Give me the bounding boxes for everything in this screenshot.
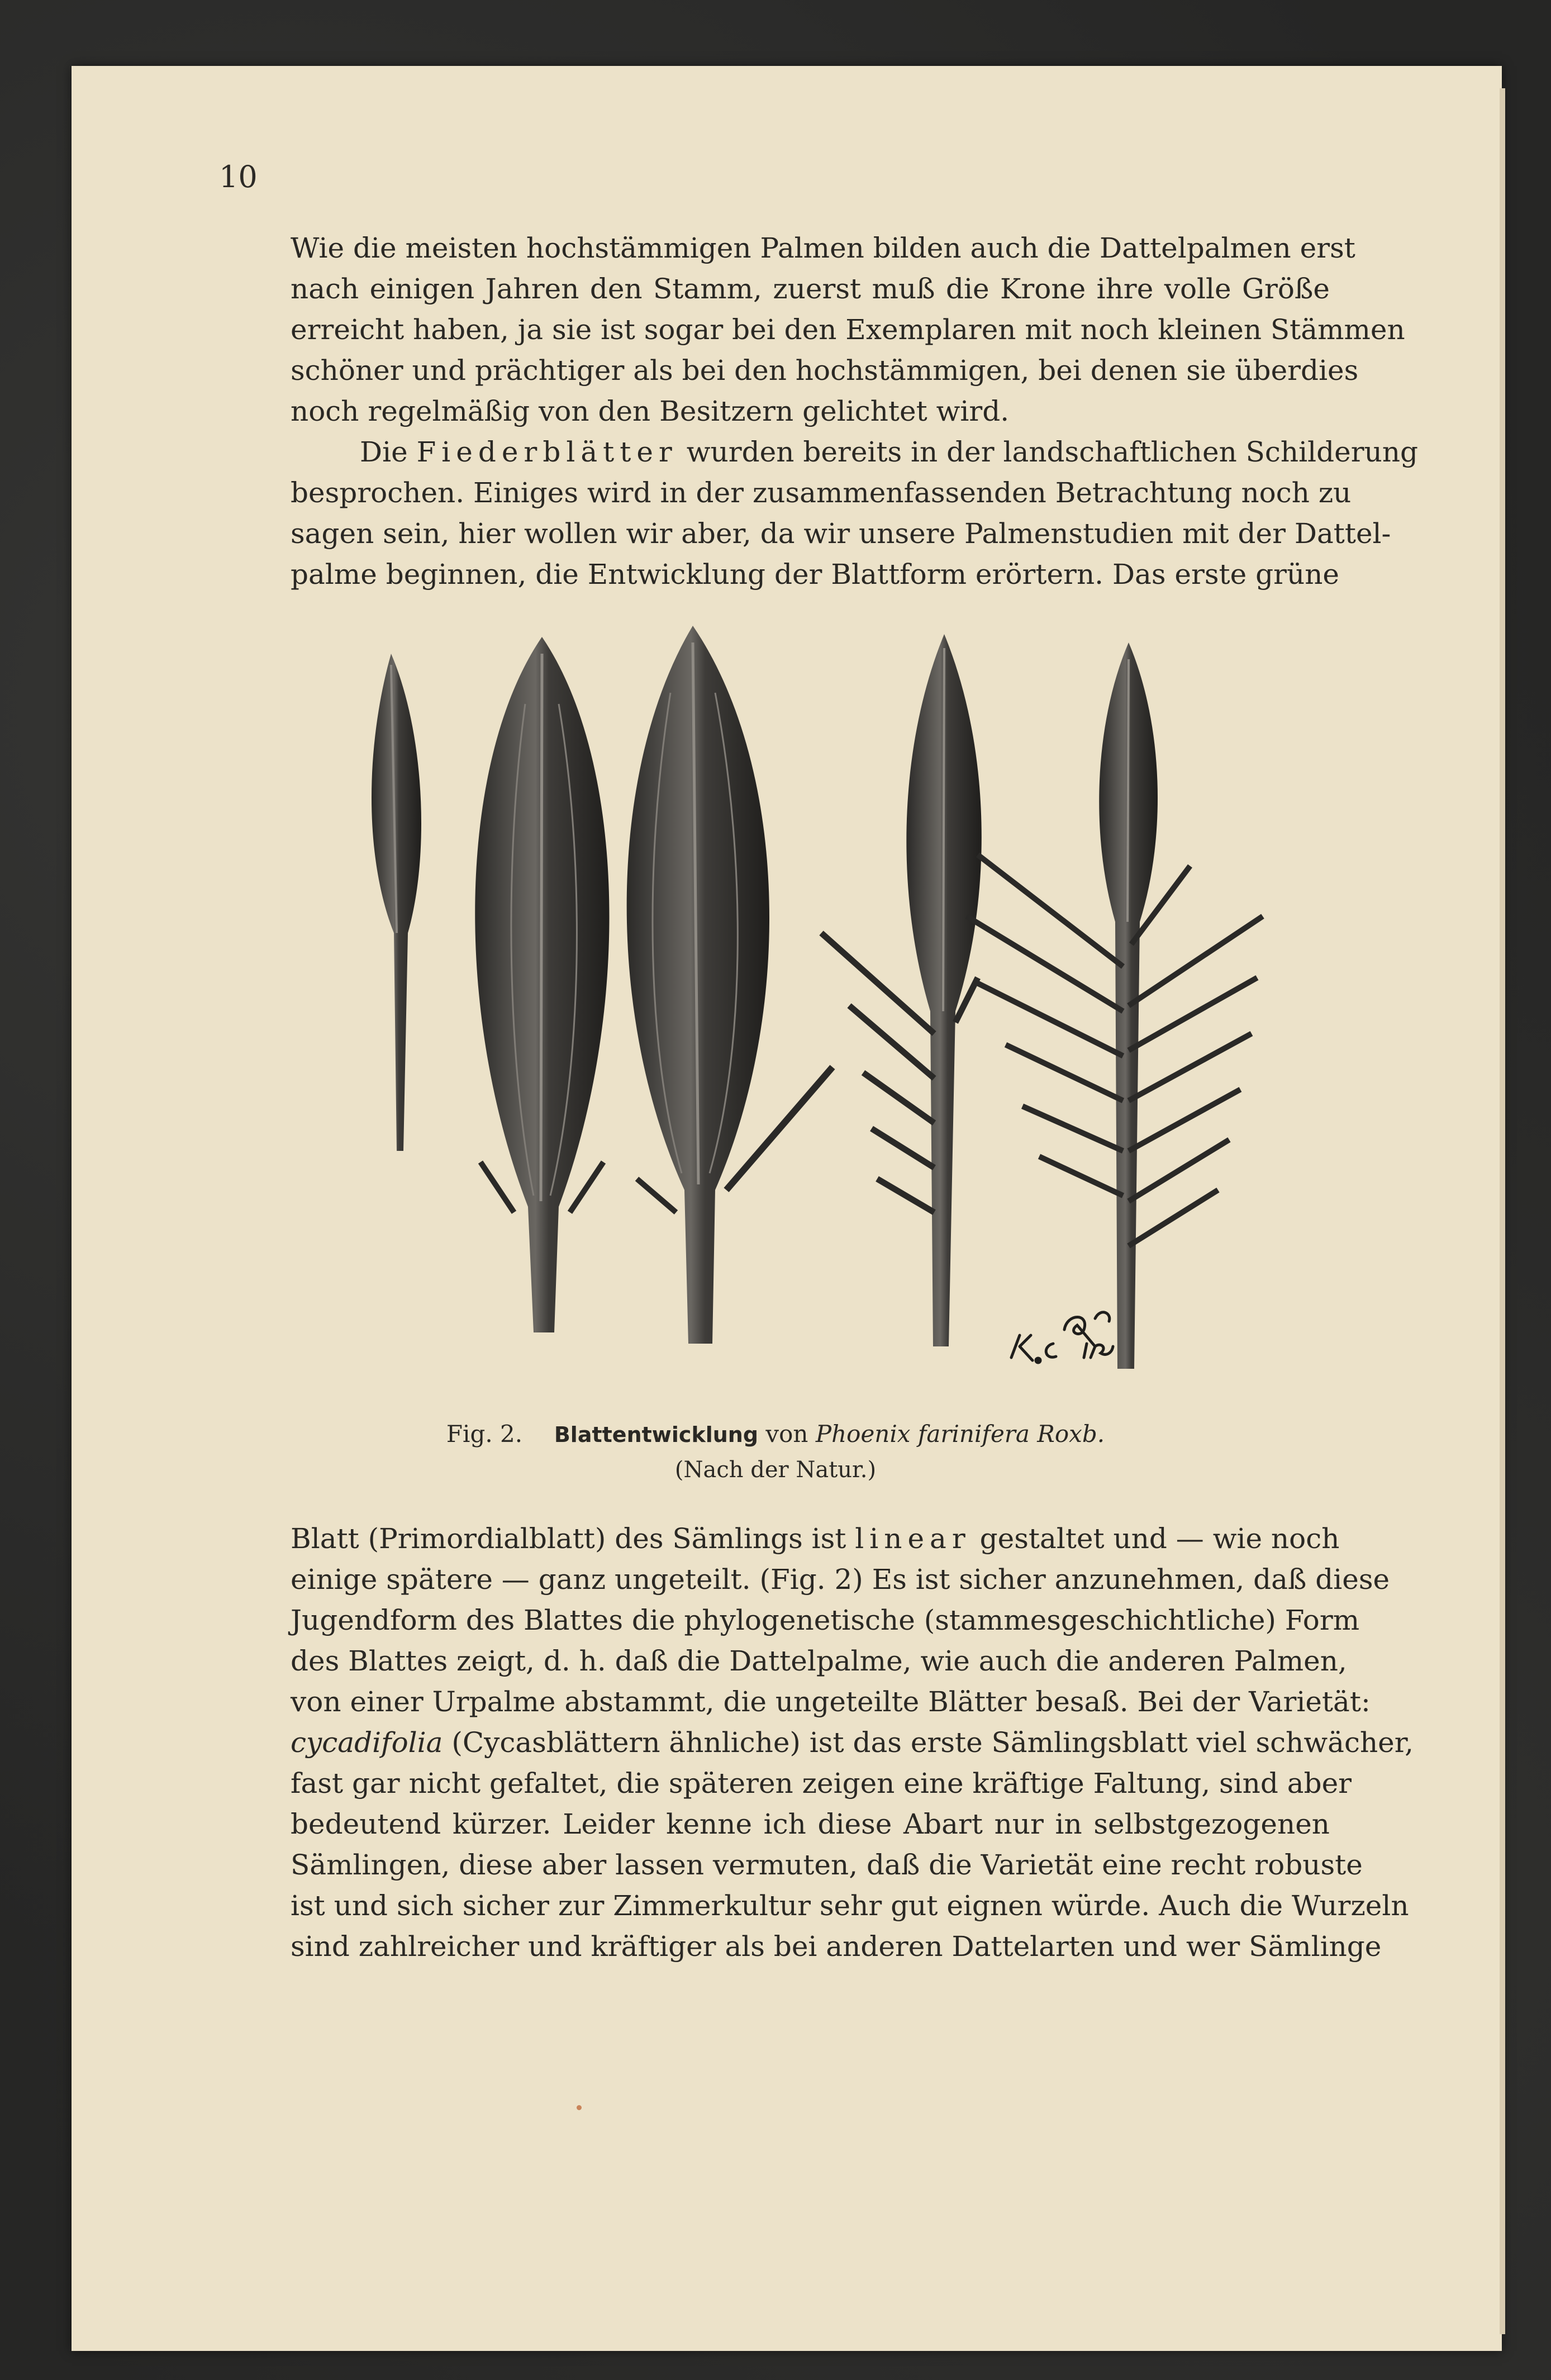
text-line: bedeutend kürzer. Leider kenne ich diese Abart nur in selbstgezogenen [291,1808,1330,1840]
leaf-4 [821,634,982,1346]
text-line: cycadifolia (Cycasblättern ähnliche) ist das erste Sämlingsblatt viel schwächer, [291,1726,1414,1759]
caption-von: von [765,1420,808,1448]
leaf-3 [627,626,832,1344]
spaced-term: linear [855,1522,971,1555]
paragraph-1 [291,228,1419,595]
text-line: Sämlingen, diese aber lassen vermuten, daß die Varietät eine recht robuste [291,1849,1363,1881]
text-line: nach einigen Jahren den Stamm, zuerst muß die Krone ihre volle Größe [291,273,1330,305]
text-line: Jugendform des Blattes die phylogenetische (stammesgeschichtliche) Form [291,1604,1360,1636]
text-line: Blatt (Primordialblatt) des Sämlings ist linear gestaltet und — wie noch [291,1522,1340,1555]
text-line: des Blattes zeigt, d. h. daß die Dattelpalme, wie auch die anderen Palmen, [291,1645,1347,1677]
page-edge [1500,88,1505,2334]
leaf-development-figure [313,620,1335,1413]
text-line: erreicht haben, ja sie ist sogar bei den Exemplaren mit noch kleinen Stämmen [291,313,1405,346]
text-line: von einer Urpalme abstammt, die ungeteilte Blätter besaß. Bei der Varietät: [291,1686,1371,1718]
text-line: Wie die meisten hochstämmigen Palmen bilden auch die Dattelpalmen erst [291,232,1355,264]
paragraph-2 [291,1519,1414,1967]
paper-speck [577,2105,582,2110]
text-line: besprochen. Einiges wird in der zusammenfassenden Betrachtung noch zu [291,477,1352,509]
leaf-2 [475,637,609,1332]
text-line: sagen sein, hier wollen wir aber, da wir unsere Palmenstudien mit der Dattel- [291,517,1391,550]
caption-species: Phoenix farinifera Roxb. [815,1420,1105,1448]
text-line: ist und sich sicher zur Zimmerkultur sehr gut eignen würde. Auch die Wurzeln [291,1889,1409,1922]
figure-caption [0,1420,1551,1448]
text-line: einige spätere — ganz ungeteilt. (Fig. 2) Es ist sicher anzunehmen, daß diese [291,1563,1390,1596]
figure-caption-source: (Nach der Natur.) [674,1457,877,1483]
text-line: palme beginnen, die Entwicklung der Blattform erörtern. Das erste grüne [291,558,1340,591]
text-line: fast gar nicht gefaltet, die späteren zeigen eine kräftige Faltung, sind aber [291,1767,1352,1800]
italic-term: cycadifolia [291,1726,443,1759]
leaf-5 [967,642,1263,1369]
text-line: Die Fiederblätter wurden bereits in der landschaftlichen Schilderung [360,436,1419,468]
leaf-1 [372,654,421,1151]
artist-signature [1011,1312,1113,1363]
page-number: 10 [219,159,258,194]
text-line: schöner und prächtiger als bei den hochstämmigen, bei denen sie überdies [291,354,1359,387]
spaced-term: Fiederblätter [416,436,678,468]
caption-title: Blattentwicklung [554,1422,759,1447]
text-line: noch regelmäßig von den Besitzern gelichtet wird. [291,395,1010,427]
text-line: sind zahlreicher und kräftiger als bei anderen Dattelarten und wer Sämlinge [291,1930,1382,1963]
figure-label: Fig. 2. [446,1420,523,1448]
